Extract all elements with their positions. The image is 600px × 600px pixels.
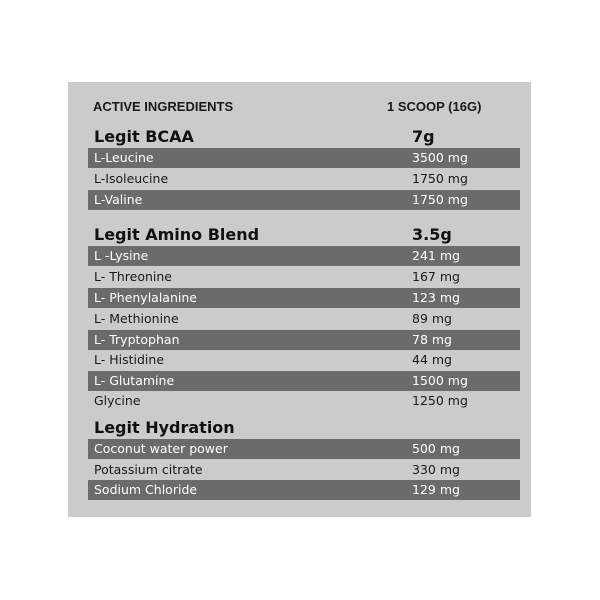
ingredient-name: L- Threonine bbox=[94, 269, 172, 284]
ingredients-panel bbox=[68, 82, 531, 517]
ingredient-name: Potassium citrate bbox=[94, 462, 203, 477]
table-row bbox=[88, 330, 520, 350]
ingredient-name: L- Tryptophan bbox=[94, 332, 180, 347]
ingredient-amount: 123 mg bbox=[412, 290, 460, 305]
section-amount: 3.5g bbox=[412, 225, 452, 244]
table-row bbox=[88, 391, 520, 411]
table-row bbox=[88, 288, 520, 308]
ingredient-name: L-Isoleucine bbox=[94, 171, 169, 186]
table-row bbox=[88, 309, 520, 329]
ingredient-name: L- Phenylalanine bbox=[94, 290, 197, 305]
table-row bbox=[88, 480, 520, 500]
ingredient-name: L -Lysine bbox=[94, 248, 149, 263]
ingredient-amount: 330 mg bbox=[412, 462, 460, 477]
section-name: Legit Amino Blend bbox=[94, 225, 260, 244]
table-row bbox=[88, 246, 520, 266]
ingredient-amount: 1750 mg bbox=[412, 171, 468, 186]
table-row bbox=[88, 371, 520, 391]
header-serving-size: 1 SCOOP (16G) bbox=[387, 99, 482, 114]
ingredient-amount: 241 mg bbox=[412, 248, 460, 263]
ingredient-amount: 129 mg bbox=[412, 482, 460, 497]
table-row bbox=[88, 148, 520, 168]
ingredient-amount: 78 mg bbox=[412, 332, 452, 347]
ingredient-name: L- Methionine bbox=[94, 311, 179, 326]
ingredient-amount: 1500 mg bbox=[412, 373, 468, 388]
section-amount: 7g bbox=[412, 127, 435, 146]
ingredient-name: L- Glutamine bbox=[94, 373, 175, 388]
ingredient-name: Glycine bbox=[94, 393, 141, 408]
section-heading bbox=[94, 225, 524, 245]
section-name: Legit Hydration bbox=[94, 418, 235, 437]
ingredient-name: Sodium Chloride bbox=[94, 482, 198, 497]
table-row bbox=[88, 439, 520, 459]
ingredient-name: L-Valine bbox=[94, 192, 143, 207]
section-heading bbox=[94, 127, 524, 147]
ingredient-name: L- Histidine bbox=[94, 352, 165, 367]
ingredient-amount: 1750 mg bbox=[412, 192, 468, 207]
table-row bbox=[88, 460, 520, 480]
table-row bbox=[88, 267, 520, 287]
ingredient-name: Coconut water power bbox=[94, 441, 228, 456]
table-row bbox=[88, 169, 520, 189]
ingredient-amount: 44 mg bbox=[412, 352, 452, 367]
ingredient-amount: 1250 mg bbox=[412, 393, 468, 408]
ingredient-name: L-Leucine bbox=[94, 150, 154, 165]
ingredient-amount: 500 mg bbox=[412, 441, 460, 456]
table-row bbox=[88, 190, 520, 210]
ingredient-amount: 3500 mg bbox=[412, 150, 468, 165]
ingredient-amount: 167 mg bbox=[412, 269, 460, 284]
table-row bbox=[88, 350, 520, 370]
section-name: Legit BCAA bbox=[94, 127, 194, 146]
ingredient-amount: 89 mg bbox=[412, 311, 452, 326]
section-heading bbox=[94, 418, 524, 438]
header-active-ingredients: ACTIVE INGREDIENTS bbox=[93, 99, 234, 114]
